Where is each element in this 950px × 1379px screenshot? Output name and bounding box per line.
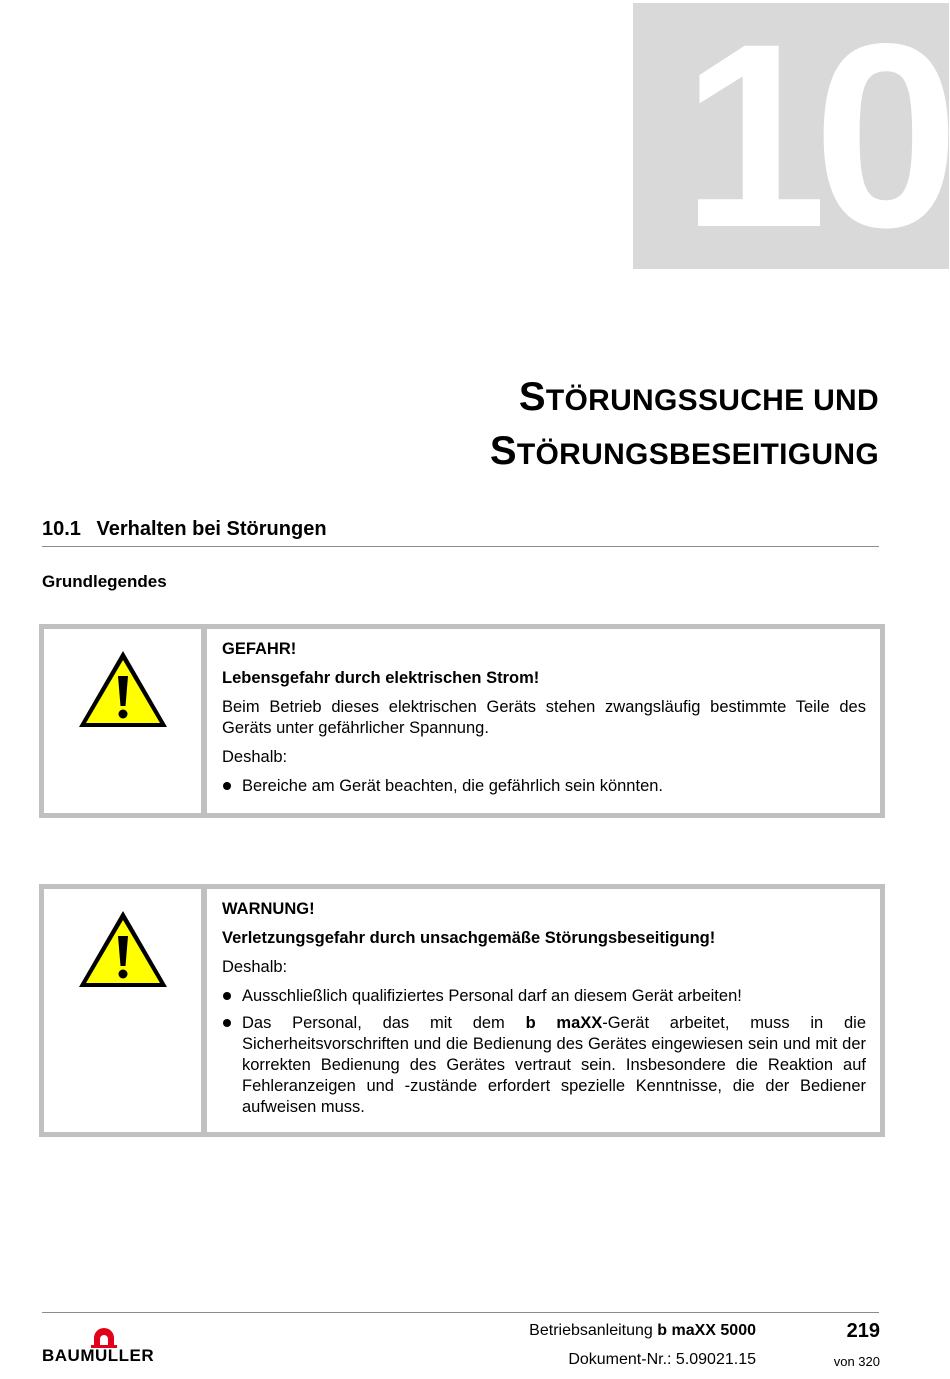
baumuller-logo [42,1326,167,1366]
chapter-number: 10 [681,3,945,269]
notice-therefore: Deshalb: [222,958,288,976]
manual-name: Betriebsanleitung b maXX 5000 [529,1322,756,1339]
danger-notice [39,624,885,818]
warning-triangle-icon [77,909,169,989]
section-title: Verhalten bei Störungen [96,518,327,540]
warning-icon-cell [44,629,201,813]
logo-mark-icon [42,1326,167,1348]
list-item: Das Personal, das mit dem b maXX-Gerät arbeitet, muss in die Sicherheitsvorschriften und die Bedienung des Gerätes eingewiesen sein und mit der korrekten Bedienung des Gerätes vertraut sein. Insbesondere die Reaktion auf Fehleranzeigen und -zustände erfordert spezielle Kenntnisse, die der Bediener aufweisen muss. [222,1013,866,1118]
chapter-title-line-2: STÖRUNGSBESEITIGUNG [489,429,879,473]
product-name: b maXX [525,1014,603,1032]
document-number: Dokument-Nr.: 5.09021.15 [568,1351,756,1368]
section-heading [42,518,879,547]
signal-word: WARNUNG! [222,900,315,918]
page-total: von 320 [833,1354,880,1369]
signal-word: GEFAHR! [222,640,297,658]
subheading: Grundlegendes [42,572,167,591]
notice-body: Beim Betrieb dieses elektrischen Geräts stehen zwangsläufig bestimmte Teile des Geräts unter gefährlicher Spannung. [222,698,866,737]
list-item: Bereiche am Gerät beachten, die gefährlich sein könnten. [222,776,866,797]
notice-bullet-list [222,776,866,797]
list-item: Ausschließlich qualifiziertes Personal darf an diesem Gerät arbeiten! [222,986,866,1007]
notice-bullet-list [222,986,866,1118]
warning-notice-text [207,889,880,1132]
warning-triangle-icon [77,649,169,729]
logo-text: BAUMULLER [42,1346,155,1365]
page-number: 219 [846,1320,880,1342]
chapter-title-line-1: STÖRUNGSSUCHE UND [518,375,879,419]
chapter-number-box [633,3,949,269]
notice-headline: Verletzungsgefahr durch unsachgemäße Störungsbeseitigung! [222,929,716,947]
notice-headline: Lebensgefahr durch elektrischen Strom! [222,669,540,687]
warning-icon-cell [44,889,201,1132]
notice-therefore: Deshalb: [222,748,288,766]
warning-notice [39,884,885,1137]
section-number: 10.1 [42,518,81,540]
footer-divider [42,1312,879,1313]
danger-notice-text [207,629,880,813]
chapter-title [490,372,879,480]
